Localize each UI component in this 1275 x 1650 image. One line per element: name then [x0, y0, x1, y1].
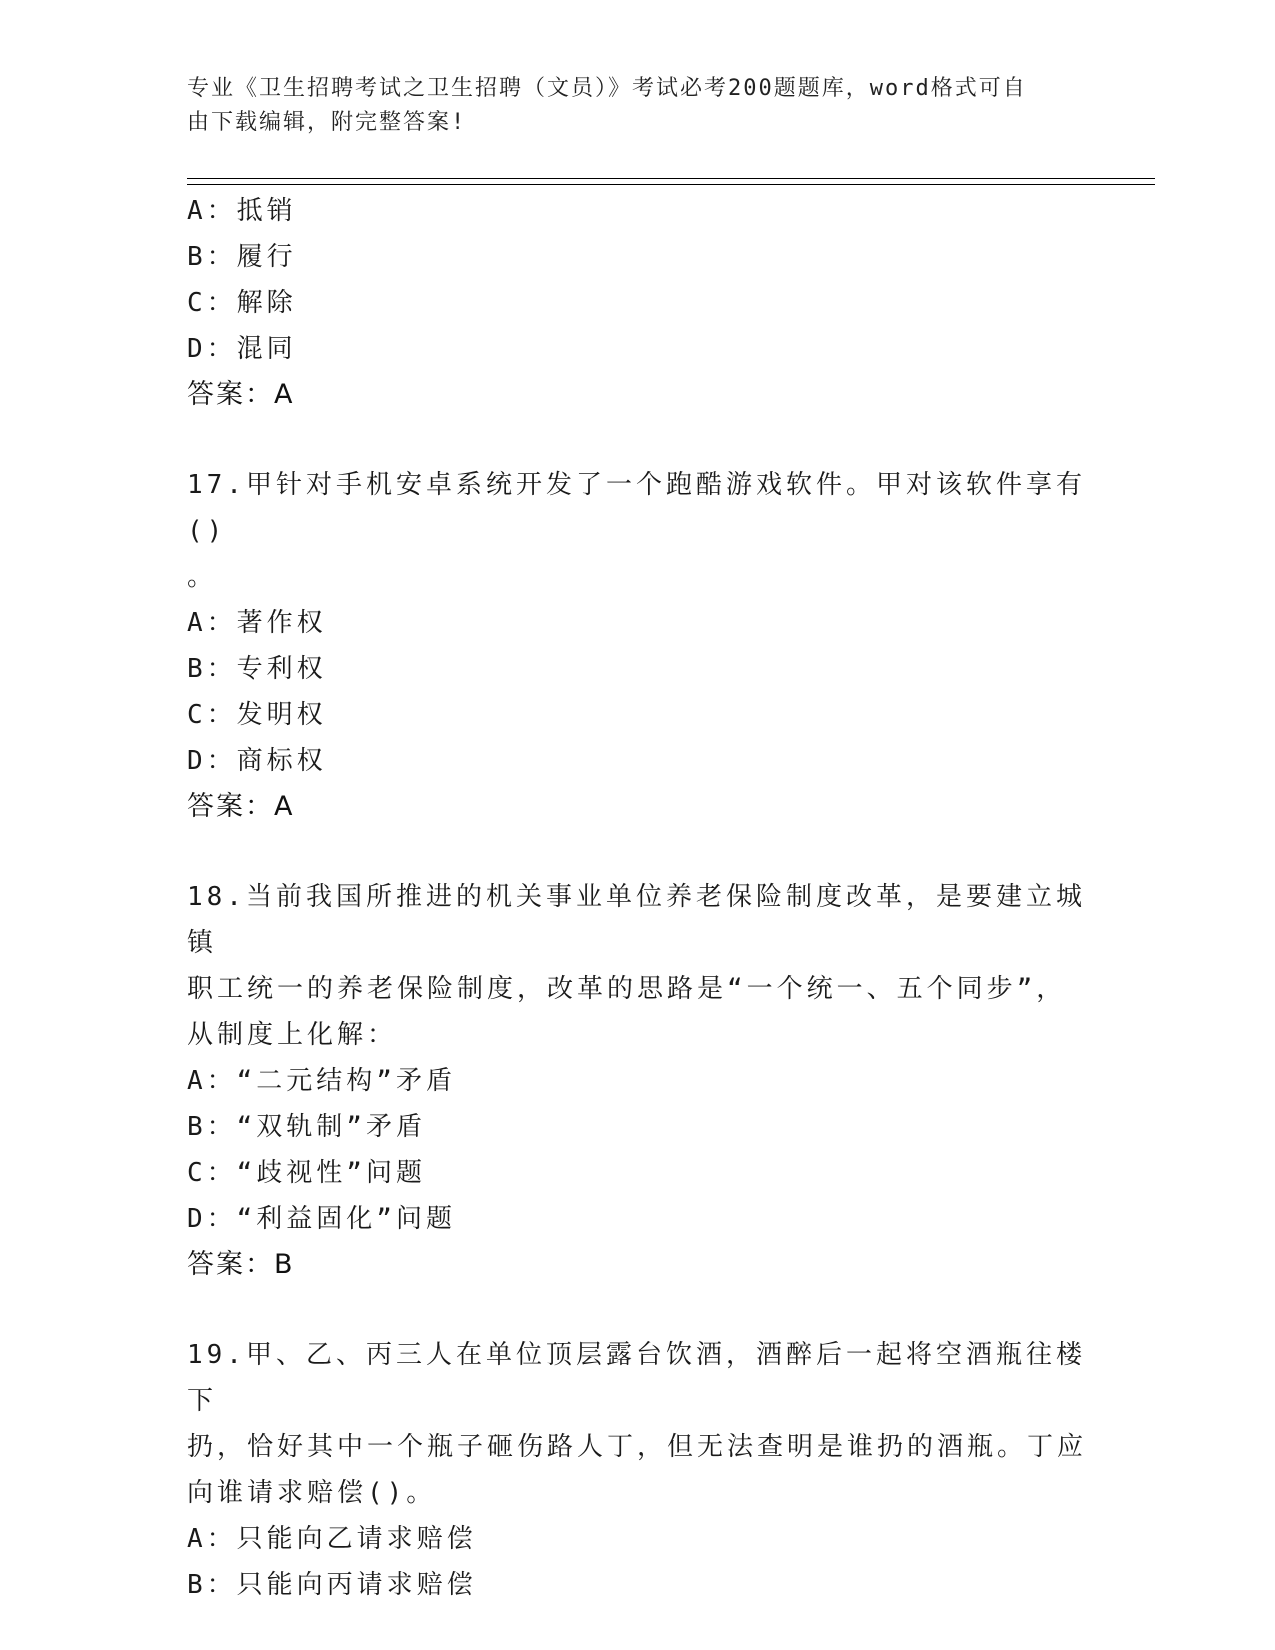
- option-a: A：只能向乙请求赔偿: [187, 1524, 477, 1554]
- question-16-continued: [187, 188, 1087, 418]
- question-17: [187, 462, 1087, 830]
- answer-line: 答案：B: [187, 1249, 295, 1280]
- question-stem-line: 19.甲、乙、丙三人在单位顶层露台饮酒，酒醉后一起将空酒瓶往楼下: [187, 1340, 1086, 1416]
- header-divider: [187, 178, 1155, 185]
- option-d: D：“利益固化”问题: [187, 1204, 456, 1234]
- question-stem-line: 扔，恰好其中一个瓶子砸伤路人丁，但无法查明是谁扔的酒瓶。丁应: [187, 1432, 1088, 1462]
- option-b: B：“双轨制”矛盾: [187, 1112, 426, 1142]
- option-b: B：只能向丙请求赔偿: [187, 1570, 477, 1600]
- document-body: [187, 188, 1087, 1608]
- option-a: A：“二元结构”矛盾: [187, 1066, 456, 1096]
- question-stem-line: 。: [187, 562, 218, 592]
- option-d: D：商标权: [187, 746, 327, 776]
- header-line-1: 专业《卫生招聘考试之卫生招聘（文员）》考试必考200题题库，word格式可自: [187, 76, 1027, 101]
- question-stem-line: 向谁请求赔偿()。: [187, 1478, 437, 1508]
- option-b: B：专利权: [187, 654, 327, 684]
- question-stem-line: 从制度上化解：: [187, 1020, 398, 1050]
- answer-line: 答案：A: [187, 379, 295, 410]
- option-c: C：“歧视性”问题: [187, 1158, 426, 1188]
- option-c: C：发明权: [187, 700, 327, 730]
- question-stem-line: 18.当前我国所推进的机关事业单位养老保险制度改革，是要建立城镇: [187, 882, 1086, 958]
- document-header: [187, 72, 1067, 140]
- option-a: A：抵销: [187, 196, 297, 226]
- option-c: C：解除: [187, 288, 297, 318]
- option-a: A：著作权: [187, 608, 327, 638]
- answer-line: 答案：A: [187, 791, 295, 822]
- question-18: [187, 874, 1087, 1288]
- option-b: B：履行: [187, 242, 297, 272]
- question-stem-line: 职工统一的养老保险制度，改革的思路是“一个统一、五个同步”，: [187, 974, 1067, 1004]
- question-stem-line: 17.甲针对手机安卓系统开发了一个跑酷游戏软件。甲对该软件享有(): [187, 470, 1086, 546]
- question-19: [187, 1332, 1087, 1608]
- header-line-2: 由下载编辑，附完整答案!: [187, 110, 467, 135]
- option-d: D：混同: [187, 334, 297, 364]
